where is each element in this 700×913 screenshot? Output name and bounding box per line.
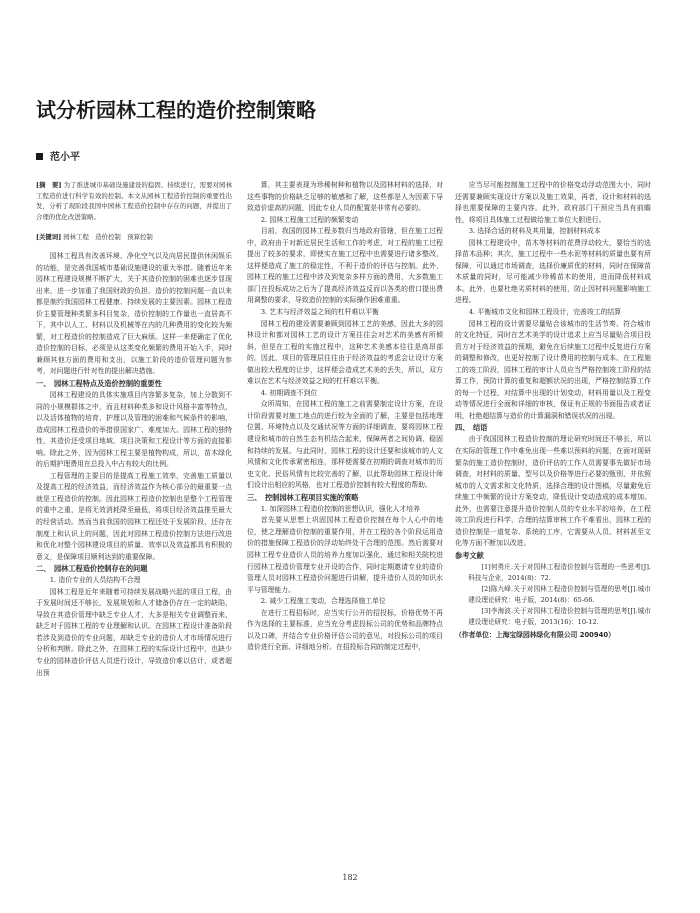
square-bullet-icon [36, 153, 43, 160]
body-paragraph: 首先要从思想上巩固园林工程造价控制在每个人心中的地位，使之理解造价控制的重要作用，并在工程的各个阶段运用造价的措施保障工程造价的浮动始终处于合理的范围。然后需要对园林工程专业造价人员的培养力度加以强化，通过和相关院校进行园林工程造价管理专业开设的合作，同时定期邀请专业的造价管理人员对园林工程造价问题进行讲解，提升造价人员的知识水平与管理能力。 [247, 516, 443, 594]
column-1 [36, 180, 232, 679]
body-paragraph: 算，其主要表现为珍稀树种和植物以及园林材料的选择，对这些事物的价格缺乏足够的敏感和了解，这些都是人为因素下导致造价虚高的问题，因此专业人员的配置是非常有必要的。 [247, 181, 443, 213]
abstract-label: [摘 要] [36, 181, 62, 189]
body-paragraph: 3. 艺术与经济效益之间的杠杆难以平衡 [260, 308, 379, 317]
body-paragraph: 在进行工程招标时，应当实行公开的招投标，价格优势不再作为选择的主要标准，应当充分考虑投标公司的优势和品牌特点以及口碑，并结合专业价格评估公司的意见，对投标公司的项目造价进行全面、详细地分析。在招投标合同的制定过程中， [247, 608, 443, 652]
page-number: 182 [342, 873, 358, 882]
body-paragraph: 园林工程的建设需要兼顾到园林工艺的美感，因此大多的园林设计和都对园林工艺的设计方案往往会对艺术的美感有所倾斜，但是在工程的实施过程中，这种艺术美感本往往是高昂部的。因此，项目的管理层往往由于经济效益的考虑会让设计方案做出较大程度的让步，这样便会造成艺术美的丢失，所以，双方难以在艺术与经济效益之间的杠杆难以平衡。 [247, 319, 443, 386]
body-paragraph: 园林工程建设的具体实施项目内容繁多复杂，加上分散到不同的小规模群体之中，而且材料种类多和设计风格丰富等特点，以及活体植物的培育、护理以及管理的困难和气候条件的影响，造成园林工程造价的举措很国家广、难度加大。园林工程的独特性，其造价还受项目地域、项目决策和工程设计等方面的直接影响。除此之外，因为园林工程主要是植物构成，所以，苗木绿化的后期护理费用在总投入中占有较大的比例。 [36, 390, 232, 469]
body-paragraph: 1. 加深园林工程造价控制的思想认识，强化人才培养 [260, 504, 420, 513]
section-heading: 一、 园林工程特点及造价控制的重要性 [36, 378, 162, 388]
abstract-text: 为了推进城市基础设施建设的稳固、持续进行，需要对园林工程造价进行科学有效的控制。本文从园林工程造价控制的重要性出发，分析了现阶段我国中园林工程造价控制中存在的问题，并提出了合理的优化改进策略。 [36, 181, 232, 221]
body-paragraph: 2. 园林工程施工过程的频繁变动 [260, 215, 359, 224]
section-heading: 三、 控制园林工程项目实施的策略 [247, 492, 359, 502]
column-3 [455, 180, 651, 642]
references-heading: 参考文献 [455, 550, 484, 560]
body-paragraph: 工程管理的主要目的是提高工程施工效率，完善施工质量以及提高工程的经济效益，而经济效益作为核心部分的最重要一点就是工程造价的控制。因此园林工程造价控制也是整个工程管理的重中之重，是将无效消耗降至最低，将项目经济效益推至最大的经营活动。然而当前我国的园林工程还处于发展阶段，还存在制度上和认识上的问题，因此对园林工程造价控制方法进行改进和优化对整个园林建设项目的质量、效率以及效益都具有积极的意义，是保障项目顺利达到的重要保障。 [36, 471, 232, 561]
column-2 [247, 180, 443, 654]
body-paragraph: 园林工程是近年来随着可持续发展战略兴起的项目工程，由于发展时间还不够长，发展规划和人才储备仍存在一定的缺陷，导致在其造价管理中缺乏专业人才，大多是相关专业调整而来，缺乏对于园林工程的专业理解和认识。在园林工程设计准备阶段若涉及到造价的专业问题，却缺乏专业的造价人才市场情况进行分析和判断。除此之外，在园林工程的实际设计过程中，也缺少专业的园林造价评估人员进行设计，导致造价难以估计，或者超出预 [36, 587, 232, 677]
keywords-text: 园林工程 造价控制 预算控制 [63, 233, 153, 242]
article-title: 试分析园林工程的造价控制策略 [36, 98, 316, 122]
author-unit: （作者单位：上海宝绿园林绿化有限公司 200940） [455, 630, 615, 639]
abstract [36, 180, 232, 222]
column-2-body [247, 180, 443, 654]
column-3-body [455, 180, 651, 550]
body-paragraph: 3. 选择合适的材料及其用量，控制材料成本 [468, 227, 601, 236]
column-1-body [36, 251, 232, 679]
reference-item: [2]陈九峰.关于对园林工程造价控制与管理的思考[J].城市建设理论研究：电子版，2014(8)：65-66. [468, 584, 651, 604]
body-paragraph: 目前，我国的园林工程多数归当地政府管辖，但在施工过程中，政府由于对新近居民生活和工作的考虑，对工程的施工过程提出了较多的要求，即使实在施工过程中也需要进行诸多整改，这样便造成了施工的稳定性，不利于造价的评估与控制。此外，园林工程的施工过程中涉及到复杂多样方面的费用，大多数施工部门在投标成功之后为了提高经济效益反而以各类的借口提出费用调整的要求，导致造价控制的实际操作困难重重。 [247, 227, 443, 305]
section-heading: 二、 园林工程造价控制存在的问题 [36, 564, 148, 574]
body-paragraph: 应当尽可能控制施工过程中的价格变动浮动范围大小，同时还需要兼顾实现设计方案以及施工效果，再者，设计和材料的选择也需要保障的主要内容。此外，政府部门干预应当具有前瞻性，将项目具体施工过程做给施工单位大胆进行。 [455, 181, 651, 224]
reference-item: [3]李海波.关于对园林工程造价控制与管理的思考[J].城市建设理论研究：电子版，2013(16)：10-12. [468, 606, 651, 626]
reference-item: [1]何勇庄.关于对园林工程造价控制与管理的一些思考[J].科技与企业，2014(8)：72. [468, 562, 651, 582]
body-paragraph: 4. 初期调查不到位 [260, 388, 318, 397]
body-paragraph: 1. 造价专业的人员结构不合理 [49, 576, 141, 585]
body-paragraph: 园林工程的设计需要尽量贴合该城市的生活节奏、符合城市的文化特征，同时在艺术美学的设计追求上应当尽量贴合项目投资方对于经济效益的预期，避免在后续施工过程中反复进行方案的调整和修改，也更好控制了设计费用的控制与成本。在工程施工的竣工阶段，园林工程的审计人员应当严格控制竣工阶段的结算工作，预防计算的重复和超额状况的出现，严格控制结算工作的每一个过程，对结算中出现的计划变动，材料用量以及工程变动等情况进行全面和详细的审核，保证有正规的书面报告或者证明，杜绝超结算与造价的计算漏洞和错误状况的出现。 [455, 319, 651, 420]
body-paragraph: 4. 平衡城市文化和园林工程设计，完善竣工的结算 [468, 308, 622, 317]
body-paragraph: 园林工程建设中，苗木等材料的花费浮动较大，要恰当的选择苗木品种；其次，施工过程中一些水泥等材料的质量也要有所保障，可以通过市场调查，选择价廉质优的材料，同时在保障苗木质量的同时，尽可能减少珍稀苗木的使用，进而降低材料成本。此外，也要杜绝劣质材料的使用，防止因材料问题影响施工进程。 [455, 238, 651, 305]
keywords [36, 232, 232, 243]
author-line [36, 148, 80, 163]
author-name: 范小平 [50, 152, 80, 163]
body-paragraph: 众所周知，在园林工程的施工之前需要制定设计方案，在设计阶段需要对施工地点的进行较为全面的了解，主要是包括地理位置、环境特点以及交通状况等方面的详细调查，要将园林工程建设和城市的自然生态有机结合起来，保障两者之间协调、稳固和持续的发展。与此同时，园林工程的设计还要和该城市的人文风情和文化传承紧密相连，那样便需要在初期的调查对城市的历史文化、民俗风情有比较完善的了解，以此帮助园林工程设计师们设计出相应的风格，也对工程造价控制有较大程度的帮助。 [247, 400, 443, 490]
body-paragraph: 2. 减少工程施工变动，合理选择施工单位 [260, 597, 386, 606]
body-paragraph: 由于我国园林工程造价控制的理论研究时间还不够长，所以在实际的管理工作中难免出现一些难以预料的问题，在面对现研繁杂的施工造价控制时，造价评估的工作人员需要事先做好市场调查，对材料的质量、型号以及价格等进行必要的甄别，并依照城市的人文需求和文化特质，选择合理的设计图稿，尽量避免后续施工中频繁的设计方案变动，降低设计变动造成的成本增加。此外，也需要注意提升造价控制人员的专业水平的培养，在工程竣工阶段进行科学、合理的结算审核工作不难看出，园林工程的造价控制是一道复杂、系统的工序，它需要从人员、材料甚至文化等方面不断加以改进。 [455, 435, 651, 548]
section-heading: 四、 结语 [455, 423, 488, 433]
body-paragraph: 园林工程具有改善环境、净化空气以及向居民提供休闲娱乐的功能，是完善我国城市基础设施建设的重大举措。随着近年来园林工程建设规模不断扩大，关于其造价控制的困难也逐步显现出来，进一步加重了我国财政的负担。造价的控制问题一直以来都是制约我国园林工程健康、持续发展的主要因素。园林工程造价主要管理种类繁多科目复杂，造价控制的工作量也一直居高不下，其中以人工、材料以及机械等在内的几种费用的变化较为频繁，对工程造价的控制造成了巨大麻烦。这样一来便确定了优化造价控制的目标，必须是从这类变化频繁的费用开始入手，同时兼顾其他方面的费用和支出，以施工阶段的造价管理问题为参考，对问题进行针对性的提出解决措施。 [36, 251, 232, 376]
references-list [455, 562, 651, 628]
keywords-label: [关键词] [36, 233, 62, 242]
